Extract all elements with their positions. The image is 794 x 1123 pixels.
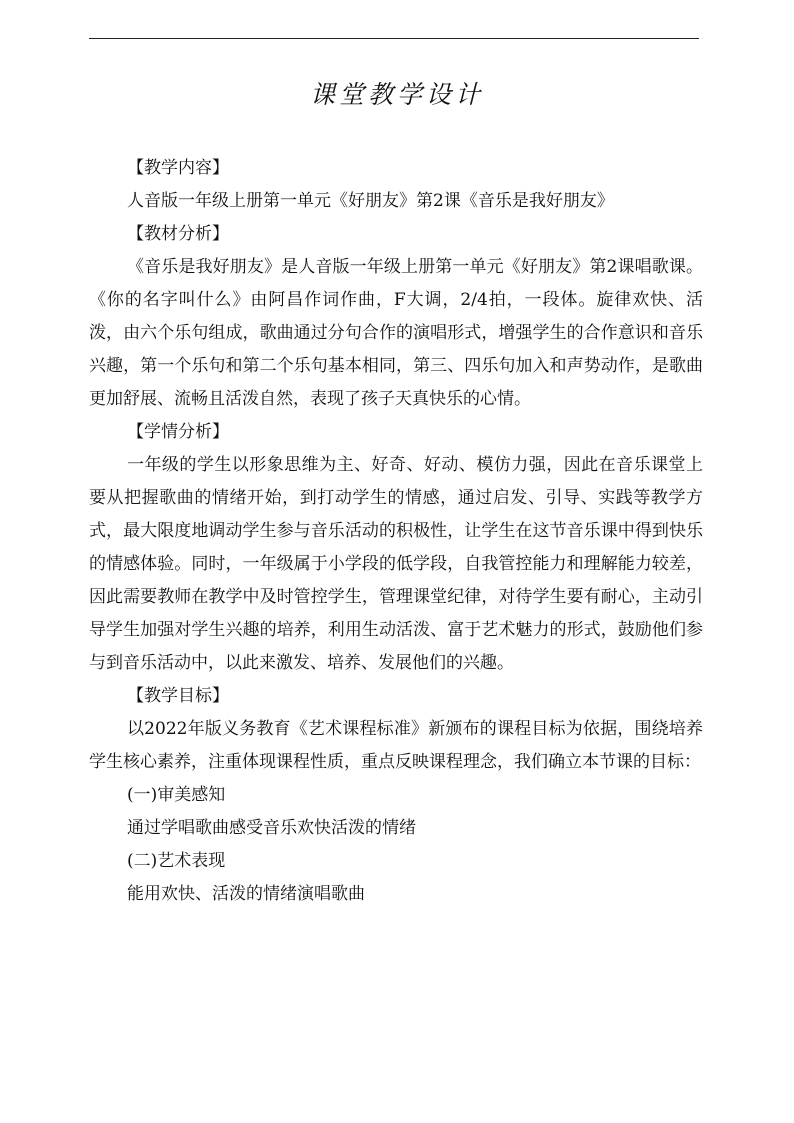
header-rule bbox=[89, 38, 699, 39]
student-analysis-paragraph: 一年级的学生以形象思维为主、好奇、好动、模仿力强，因此在音乐课堂上要从把握歌曲的情绪开始，到打动学生的情感，通过启发、引导、实践等教学方式，最大限度地调动学生参与音乐活动的积极性，让学生在这节音乐课中得到快乐的情感体验。同时，一年级属于小学段的低学段，自我管控能力和理解能力较差，因此需要教师在教学中及时管控学生，管理课堂纪律，对待学生要有耐心，主动引导学生加强对学生兴趣的培养，利用生动活泼、富于艺术魅力的形式，鼓励他们参与到音乐活动中，以此来激发、培养、发展他们的兴趣。 bbox=[89, 455, 703, 673]
goal-label-artistic-expression: (二)艺术表现 bbox=[127, 851, 226, 871]
document-body bbox=[89, 152, 703, 911]
teaching-content-text: 人音版一年级上册第一单元《好朋友》第2课《音乐是我好朋友》 bbox=[127, 191, 614, 211]
section-heading-student-analysis: 【学情分析】 bbox=[127, 422, 229, 442]
teaching-goals-intro-paragraph: 以2022年版义务教育《艺术课程标准》新颁布的课程目标为依据，围绕培养学生核心素养，注重体现课程性质，重点反映课程理念，我们确立本节课的目标： bbox=[89, 719, 703, 772]
document-title: 课堂教学设计 bbox=[309, 80, 484, 109]
goal-text-aesthetic-perception: 通过学唱歌曲感受音乐欢快活泼的情绪 bbox=[127, 818, 416, 838]
material-analysis-paragraph: 《音乐是我好朋友》是人音版一年级上册第一单元《好朋友》第2课唱歌课。《你的名字叫什么》由阿昌作词作曲，F大调，2/4拍，一段体。旋律欢快、活泼，由六个乐句组成，歌曲通过分句合作的演唱形式，增强学生的合作意识和音乐兴趣，第一个乐句和第二个乐句基本相同，第三、四乐句加入和声势动作，是歌曲更加舒展、流畅且活泼自然，表现了孩子天真快乐的心情。 bbox=[89, 257, 703, 409]
section-heading-teaching-goals: 【教学目标】 bbox=[127, 686, 229, 706]
goal-label-aesthetic-perception: (一)审美感知 bbox=[127, 785, 226, 805]
section-heading-material-analysis: 【教材分析】 bbox=[127, 224, 229, 244]
section-heading-teaching-content: 【教学内容】 bbox=[127, 158, 229, 178]
goal-text-artistic-expression: 能用欢快、活泼的情绪演唱歌曲 bbox=[127, 884, 365, 904]
